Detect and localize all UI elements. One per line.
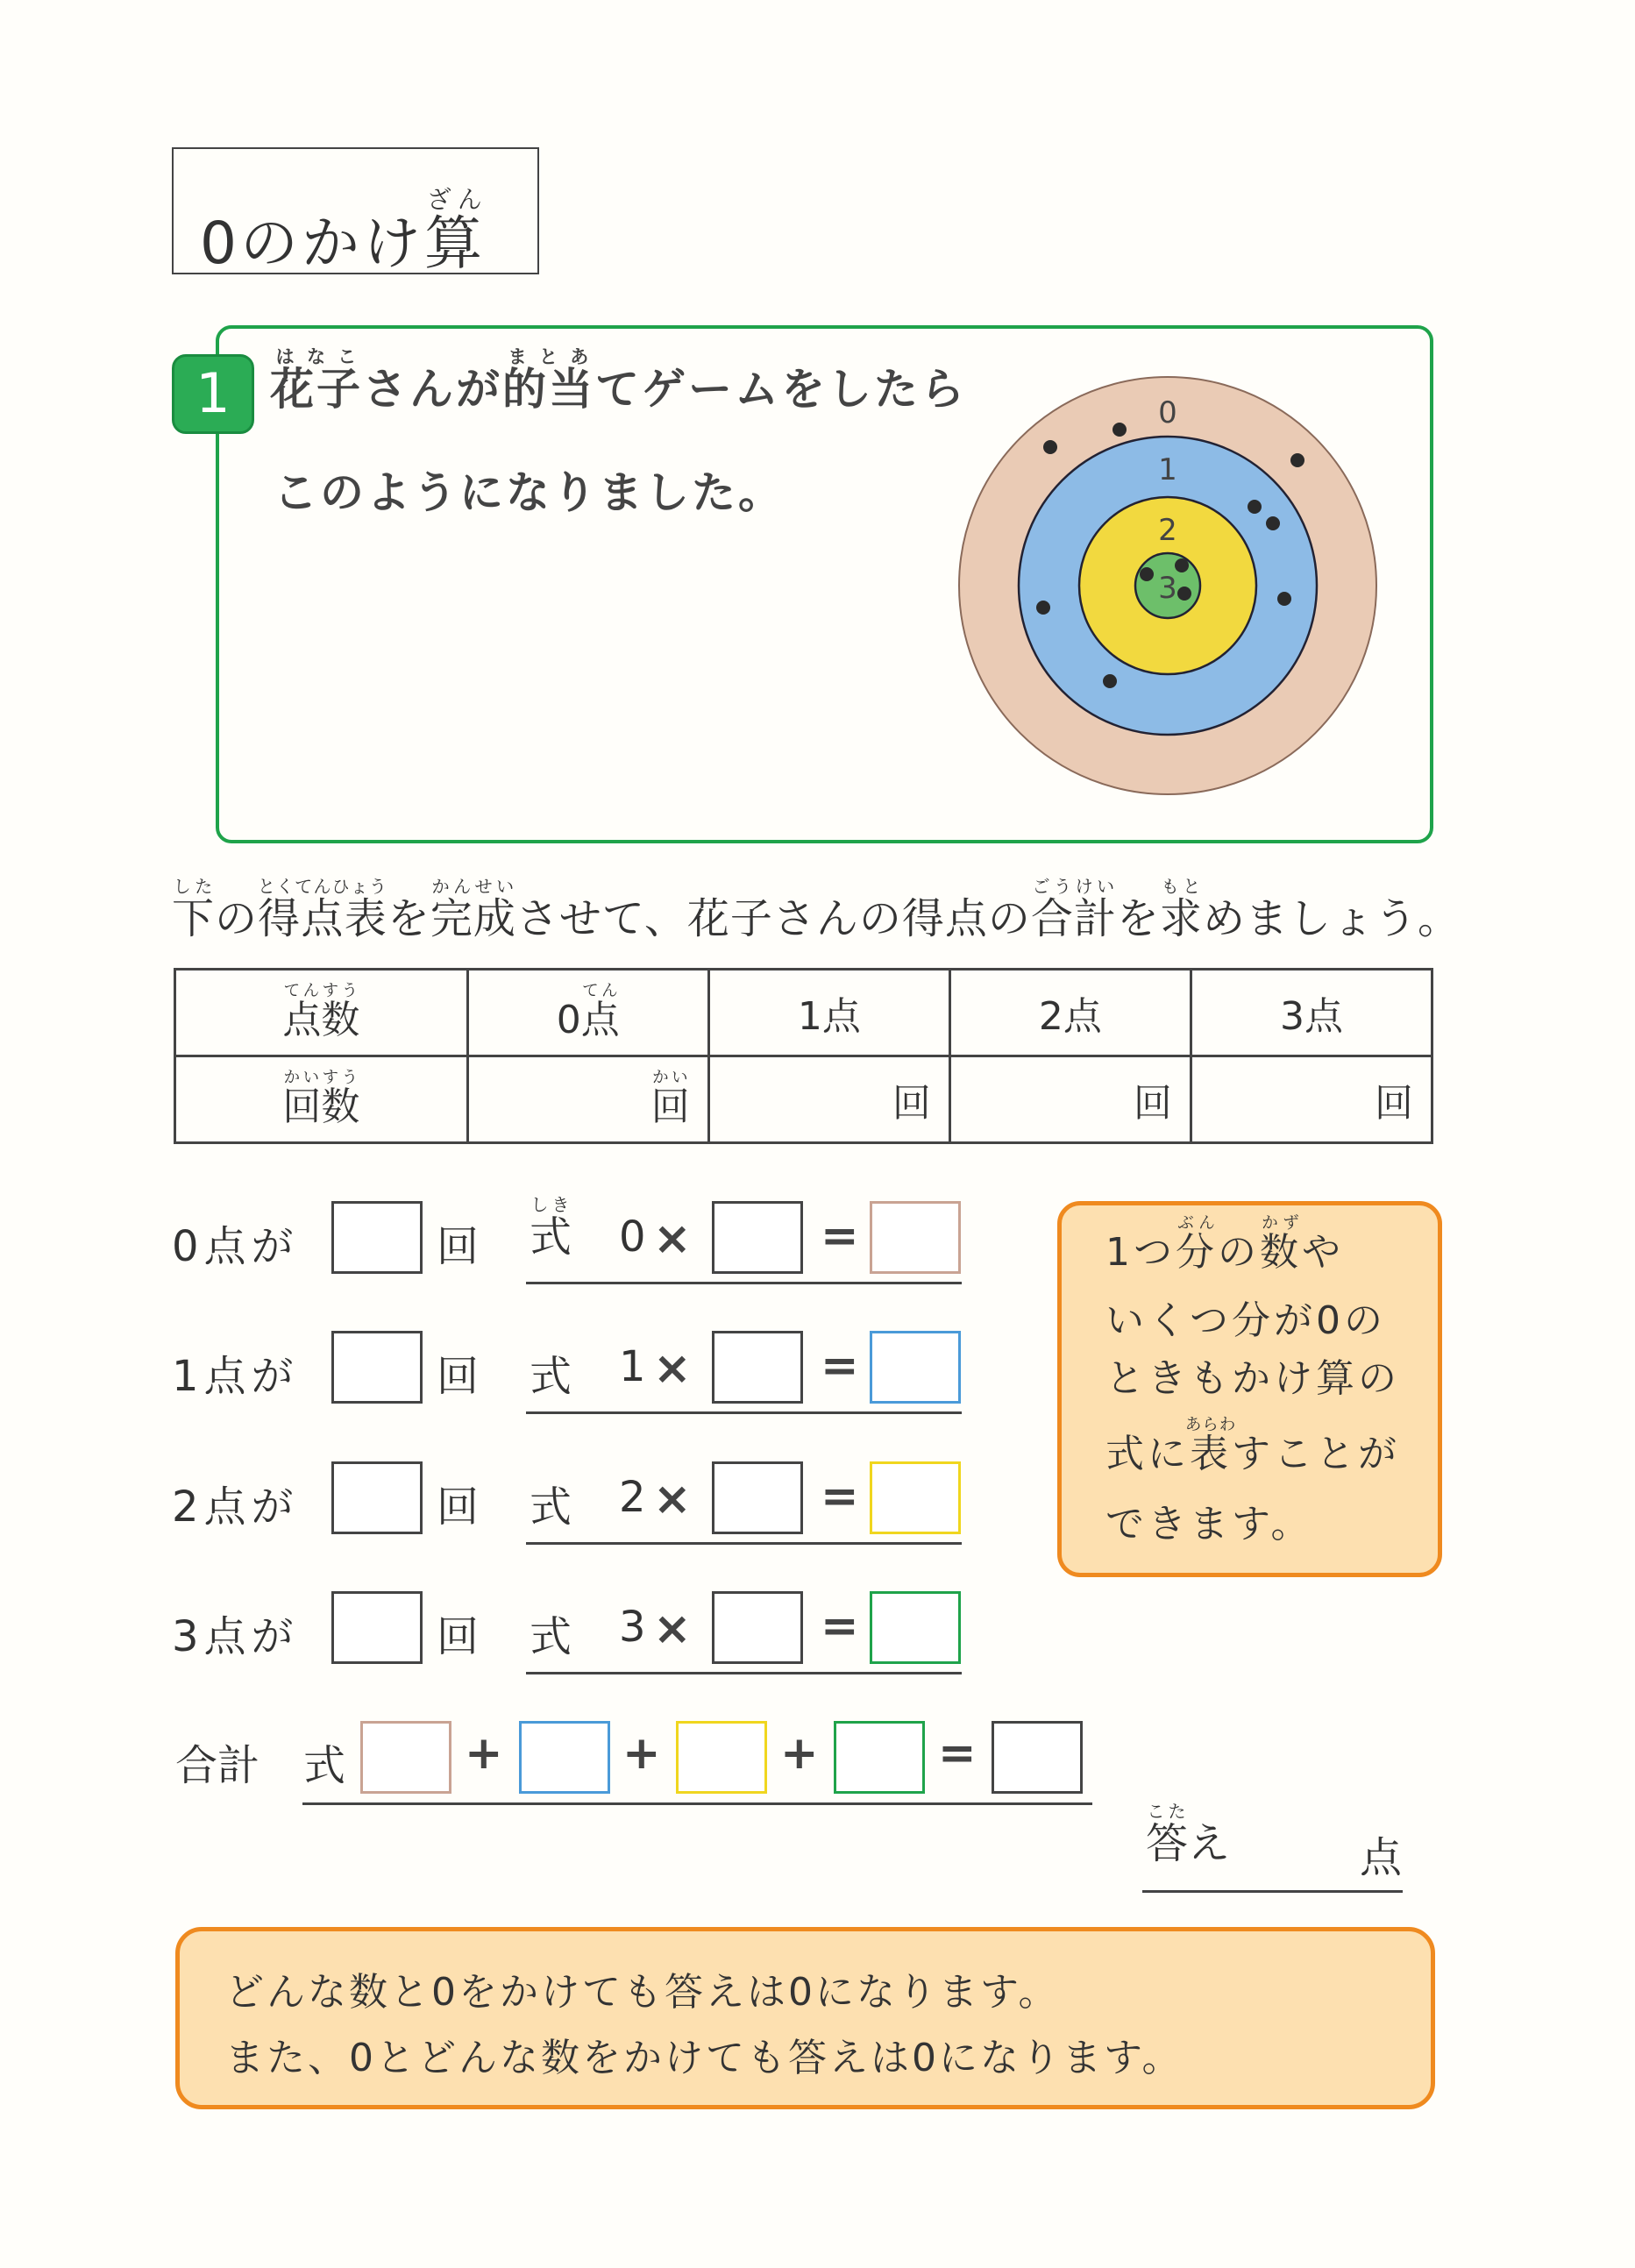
dart-hit: [1140, 567, 1154, 581]
count-row: [175, 1056, 1432, 1143]
points-cell: [1191, 970, 1432, 1056]
points-cell: [949, 970, 1191, 1056]
text-segment: 回: [1133, 1081, 1172, 1126]
ruby-word: 下した: [172, 876, 216, 943]
count-unit: 回: [437, 1222, 480, 1271]
dart-target: [956, 373, 1380, 798]
tip-line: [1105, 1298, 1386, 1344]
answer-input-line[interactable]: [1142, 1890, 1403, 1893]
text-segment: の: [1218, 1230, 1260, 1275]
count-box[interactable]: [331, 1591, 423, 1664]
dart-hit: [1177, 587, 1191, 601]
problem-number-badge: 1: [172, 354, 254, 434]
summary-box: [175, 1927, 1435, 2109]
text-segment: 0: [556, 997, 581, 1042]
ring-label-2: 2: [1158, 513, 1177, 548]
text-segment: 式: [530, 1612, 572, 1661]
furigana: はなこ: [270, 346, 363, 367]
text-segment: 0のかけ: [200, 210, 424, 277]
multiplier-box[interactable]: [712, 1461, 803, 1534]
furigana: かんせい: [430, 876, 516, 897]
points-header: [175, 970, 468, 1056]
furigana: した: [172, 876, 215, 897]
summary-line: どんな数と0をかけても答えは0になります。: [225, 1970, 1060, 2015]
ruby-word: 表あらわ: [1184, 1416, 1237, 1476]
shiki-label: [530, 1195, 572, 1263]
points-row: [175, 970, 1432, 1056]
text-segment: 式に: [1105, 1432, 1190, 1476]
equals-sign: =: [821, 1600, 859, 1653]
count-header: [175, 1056, 468, 1143]
equation-underline: [526, 1672, 962, 1674]
multiplier-box[interactable]: [712, 1201, 803, 1274]
ruby-word: 的当まとあ: [502, 346, 595, 415]
text-segment: や: [1302, 1230, 1344, 1275]
text-segment: 3点: [1279, 994, 1343, 1039]
text-segment: すことが: [1232, 1432, 1400, 1476]
text-segment: ときもかけ算の: [1105, 1356, 1400, 1401]
result-box[interactable]: [870, 1461, 961, 1534]
dart-hit: [1277, 592, 1291, 606]
shiki-label: [530, 1473, 572, 1533]
equals-sign: =: [821, 1470, 859, 1523]
points-label: 0点が: [172, 1222, 299, 1271]
ruby-word: 回数かいすう: [282, 1068, 360, 1129]
count-input-cell[interactable]: [467, 1056, 708, 1143]
result-box[interactable]: [870, 1201, 961, 1274]
tip-line: [1105, 1502, 1312, 1547]
furigana: あらわ: [1184, 1416, 1237, 1434]
equals-sign: =: [821, 1210, 859, 1262]
total-term-0pt-box[interactable]: [360, 1721, 451, 1794]
furigana: とくてんひょう: [257, 876, 387, 897]
ring-label-0: 0: [1158, 395, 1177, 430]
problem-text-line1: [270, 346, 967, 417]
tip-box: [1057, 1201, 1442, 1577]
text-segment: 回: [892, 1081, 931, 1126]
plus-sign: +: [465, 1727, 503, 1780]
shiki-label: [530, 1603, 572, 1663]
text-segment: 1点: [797, 994, 861, 1039]
title-box: [172, 147, 539, 277]
ruby-word: 点てん: [580, 981, 620, 1042]
ruby-word: 分ぶん: [1176, 1214, 1218, 1275]
text-segment: え: [1188, 1819, 1231, 1868]
points-label: 1点が: [172, 1352, 299, 1401]
furigana: てんすう: [282, 981, 360, 1000]
multiplicand: 2: [619, 1473, 646, 1522]
dart-hit: [1103, 674, 1117, 688]
text-segment: 式: [530, 1352, 572, 1401]
text-segment: の: [215, 894, 259, 943]
count-input-cell[interactable]: [708, 1056, 949, 1143]
ruby-word: 完成かんせい: [430, 876, 516, 943]
text-segment: できます。: [1105, 1502, 1313, 1546]
ruby-word: 合計ごうけい: [1030, 876, 1117, 943]
furigana: てん: [580, 981, 620, 1000]
multiplicand: 3: [619, 1603, 646, 1652]
answer-label: [1146, 1802, 1230, 1870]
summary-line: また、0とどんな数をかけても答えは0になります。: [225, 2036, 1184, 2080]
furigana: かず: [1260, 1214, 1302, 1233]
equals-sign: =: [821, 1340, 859, 1392]
multiplier-box[interactable]: [712, 1331, 803, 1404]
problem-text-line2: [274, 458, 785, 521]
count-unit: 回: [437, 1352, 480, 1401]
ruby-word: 答こた: [1146, 1801, 1189, 1868]
ruby-word: 点数てんすう: [282, 981, 360, 1042]
plus-sign: +: [622, 1727, 661, 1780]
total-term-1pt-box[interactable]: [519, 1721, 610, 1794]
tip-line: [1105, 1214, 1344, 1276]
multiplicand: 0: [619, 1212, 646, 1262]
text-segment: めましょう。: [1202, 894, 1461, 943]
furigana: ざん: [424, 185, 486, 214]
furigana: もと: [1159, 876, 1203, 897]
dart-hit: [1043, 440, 1057, 454]
tip-line: [1105, 1356, 1400, 1402]
count-box[interactable]: [331, 1461, 423, 1534]
answer-unit: 点: [1360, 1833, 1403, 1882]
text-segment: を: [1116, 894, 1160, 943]
furigana: かいすう: [282, 1068, 360, 1087]
times-sign: ×: [653, 1212, 692, 1265]
furigana: ごうけい: [1030, 876, 1117, 897]
equation-underline: [526, 1542, 962, 1545]
furigana: かい: [650, 1068, 690, 1087]
ruby-word: 花子はなこ: [270, 346, 363, 415]
points-label: 2点が: [172, 1482, 299, 1532]
shiki-label: [530, 1342, 572, 1403]
count-input-cell[interactable]: [1191, 1056, 1432, 1143]
text-segment: させて、花子さんの得点の: [515, 894, 1031, 943]
points-cell: [708, 970, 949, 1056]
text-segment: てゲームをしたら: [595, 364, 967, 415]
ruby-word: 回かい: [650, 1068, 690, 1129]
total-shiki-label: 式: [303, 1741, 346, 1790]
text-segment: を: [387, 894, 430, 943]
total-term-2pt-box[interactable]: [676, 1721, 767, 1794]
total-result-box[interactable]: [992, 1721, 1083, 1794]
times-sign: ×: [653, 1603, 692, 1655]
dart-hit: [1113, 423, 1127, 437]
ruby-word: 式しき: [530, 1194, 572, 1262]
count-box[interactable]: [331, 1331, 423, 1404]
furigana: こた: [1146, 1801, 1188, 1822]
text-segment: 式: [530, 1482, 572, 1532]
ruby-word: 数かず: [1260, 1214, 1302, 1275]
total-label: 合計: [175, 1741, 260, 1790]
page-title: [200, 186, 486, 279]
furigana: しき: [530, 1194, 572, 1215]
total-term-3pt-box[interactable]: [834, 1721, 925, 1794]
plus-sign: +: [780, 1727, 819, 1780]
text-segment: 1つ: [1105, 1230, 1176, 1275]
times-sign: ×: [653, 1473, 692, 1525]
furigana: ぶん: [1176, 1214, 1218, 1233]
dart-hit: [1036, 601, 1050, 615]
count-unit: 回: [437, 1612, 480, 1661]
text-segment: このようになりました。: [274, 467, 785, 518]
tip-line: [1105, 1416, 1400, 1477]
text-segment: 回: [1375, 1081, 1413, 1126]
result-box[interactable]: [870, 1591, 961, 1664]
points-label: 3点が: [172, 1612, 299, 1661]
multiplier-box[interactable]: [712, 1591, 803, 1664]
ring-label-3: 3: [1158, 571, 1177, 606]
dart-hit: [1266, 516, 1280, 530]
equals-sign: =: [938, 1727, 977, 1780]
points-cell: [467, 970, 708, 1056]
count-input-cell[interactable]: [949, 1056, 1191, 1143]
dart-hit: [1175, 558, 1189, 572]
times-sign: ×: [653, 1342, 692, 1395]
ruby-word: 得点表とくてんひょう: [257, 876, 387, 943]
score-table: [174, 968, 1433, 1144]
equation-underline: [526, 1411, 962, 1414]
ruby-word: 求もと: [1159, 876, 1203, 943]
count-unit: 回: [437, 1482, 480, 1532]
text-segment: 2点: [1038, 994, 1102, 1039]
multiplicand: 1: [619, 1342, 646, 1391]
ring-label-1: 1: [1158, 452, 1177, 487]
ruby-word: 算ざん: [424, 185, 486, 277]
instruction-text: [172, 877, 1461, 945]
dart-hit: [1248, 500, 1262, 514]
equation-underline: [526, 1282, 962, 1284]
furigana: まとあ: [502, 346, 595, 367]
result-box[interactable]: [870, 1331, 961, 1404]
count-box[interactable]: [331, 1201, 423, 1274]
text-segment: いくつ分が0の: [1105, 1298, 1386, 1343]
text-segment: さんが: [363, 364, 502, 415]
dart-hit: [1290, 453, 1304, 467]
total-underline: [302, 1802, 1092, 1805]
